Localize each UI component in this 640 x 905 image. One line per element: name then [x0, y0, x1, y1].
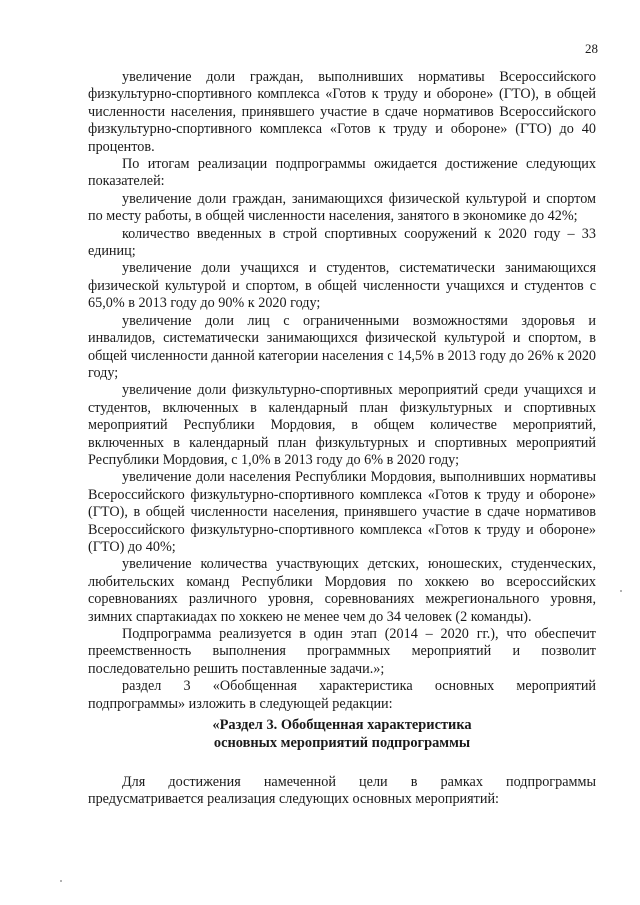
section-heading: [88, 716, 596, 752]
paragraph-student-events: увеличение доли физкультурно-спортивных мероприятий среди учащихся и студентов, включенных в календарный план физкультурных и спортивных мероприятий Республики Мордовия, в общем количестве мероприятий, включенных в календарный план физкультурных и спортивных мероприятий Республики Мордовия, с 1,0% в 2013 году до 6% в 2020 году;: [88, 382, 596, 468]
paragraph-main-activities: Для достижения намеченной цели в рамках подпрограммы предусматривается реализация следующих основных мероприятий:: [88, 774, 596, 808]
paragraph-gto-population: увеличение доли населения Республики Мордовия, выполнивших нормативы Всероссийского физкультурно-спортивного комплекса «Готов к труду и обороне» (ГТО), в общей численности населения, принявшего участие в сдаче нормативов Всероссийского физкультурно-спортивного комплекса «Готов к труду и обороне» (ГТО) до 40%;: [88, 469, 596, 555]
scan-speck: [60, 880, 62, 882]
paragraph-expected-results: По итогам реализации подпрограммы ожидается достижение следующих показателей:: [88, 156, 596, 190]
paragraph-hockey-teams: увеличение количества участвующих детских, юношеских, студенческих, любительских команд Республики Мордовия по хоккею во всероссийских соревнованиях различного уровня, соревнованиях межрегионального уровня, зимних спартакиадах по хоккею не менее чем до 34 человек (2 команды).: [88, 556, 596, 625]
paragraph-students-sport: увеличение доли учащихся и студентов, систематически занимающихся физической культурой и спортом, в общей численности учащихся и студентов с 65,0% в 2013 году до 90% к 2020 году;: [88, 260, 596, 312]
paragraph-implementation-stage: Подпрограмма реализуется в один этап (2014 – 2020 гг.), что обеспечит преемственность выполнения программных мероприятий и позволит последовательно решить поставленные задачи.»;: [88, 626, 596, 677]
section-heading-line-2: основных мероприятий подпрограммы: [213, 735, 471, 752]
paragraph-sport-facilities: количество введенных в строй спортивных сооружений к 2020 году – 33 единиц;: [88, 225, 596, 260]
section-heading-line-1: «Раздел 3. Обобщенная характеристика: [212, 717, 472, 734]
paragraph-workplace-sport: увеличение доли граждан, занимающихся физической культурой и спортом по месту работы, в общей численности населения, занятого в экономике до 42%;: [88, 190, 596, 225]
page-number: 28: [585, 41, 598, 56]
paragraph-disabled-sport: увеличение доли лиц с ограниченными возможностями здоровья и инвалидов, систематически занимающихся физической культурой и спортом, в общей численности данной категории населения с 14,5% в 2013 году до 26% к 2020 году;: [88, 312, 596, 381]
document-body: [88, 69, 596, 809]
scan-speck: [620, 590, 622, 592]
heading-spacer: [88, 752, 596, 774]
paragraph-gto-share: увеличение доли граждан, выполнивших нормативы Всероссийского физкультурно-спортивного комплекса «Готов к труду и обороне» (ГТО), в общей численности населения, принявшего участие в сдаче нормативов Всероссийского физкультурно-спортивного комплекса «Готов к труду и обороне» (ГТО) до 40 процентов.: [88, 69, 596, 155]
paragraph-section-3-instruction: раздел 3 «Обобщенная характеристика основных мероприятий подпрограммы» изложить в следующей редакции:: [88, 678, 596, 712]
